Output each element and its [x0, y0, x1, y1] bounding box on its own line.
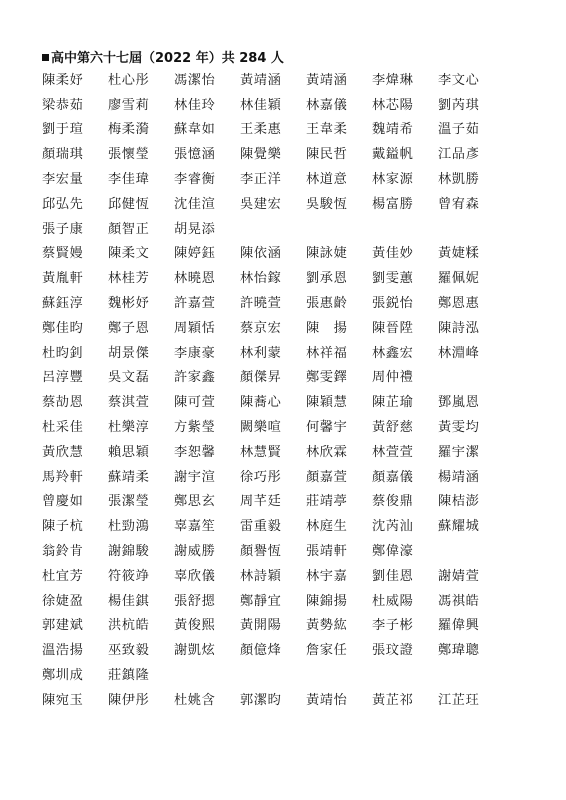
student-name: 鄧嵐恩 [438, 395, 480, 411]
student-name: 鄭子恩 [108, 320, 150, 336]
student-name: 謝凱炫 [174, 643, 216, 659]
student-name: 張鋭怡 [372, 296, 414, 312]
student-name: 蔡賢嫚 [42, 246, 84, 262]
name-row [42, 364, 562, 389]
student-name: 黃胤軒 [42, 271, 84, 287]
name-row [42, 612, 562, 637]
student-name: 李子彬 [372, 618, 414, 634]
student-name: 莊鎮隆 [108, 668, 150, 684]
student-name: 陳芷瑜 [372, 395, 414, 411]
student-name: 楊靖涵 [438, 469, 480, 485]
student-name: 吳駿恆 [306, 196, 348, 212]
student-name: 蔡俊鼎 [372, 494, 414, 510]
student-name: 林鑫宏 [372, 345, 414, 361]
student-name: 胡景傑 [108, 345, 150, 361]
name-group [42, 240, 562, 389]
student-name: 鄭偉濠 [372, 544, 414, 560]
name-row [42, 339, 562, 364]
student-name: 林道意 [306, 172, 348, 188]
student-name: 黃欣慧 [42, 444, 84, 460]
name-row [42, 190, 562, 215]
student-name: 張玟證 [372, 643, 414, 659]
student-name: 魏彬妤 [108, 296, 150, 312]
student-name: 洪杭皓 [108, 618, 150, 634]
student-name: 陳子杭 [42, 519, 84, 535]
student-name: 辜欣儀 [174, 568, 216, 584]
student-name: 楊富勝 [372, 196, 414, 212]
student-name: 鄭靜宜 [240, 593, 282, 609]
student-name: 陳可萱 [174, 395, 216, 411]
name-row [42, 264, 562, 289]
student-name: 林佳穎 [240, 97, 282, 113]
name-group [42, 562, 562, 686]
student-name: 劉雯蕙 [372, 271, 414, 287]
heading-text: 高中第六十七屆（2022 年）共 284 人 [51, 51, 284, 66]
student-name: 杜姚含 [174, 692, 216, 708]
student-name: 巫致毅 [108, 643, 150, 659]
student-name: 鄭圳成 [42, 668, 84, 684]
student-name: 沈佳渲 [174, 196, 216, 212]
name-row [42, 215, 562, 240]
student-name: 陳詠婕 [306, 246, 348, 262]
student-name: 江芷玨 [438, 692, 480, 708]
student-name: 張潔瑩 [108, 494, 150, 510]
student-name: 黃舒慈 [372, 420, 414, 436]
student-name: 賴思穎 [108, 444, 150, 460]
student-name: 黃開陽 [240, 618, 282, 634]
student-name: 林萱萱 [372, 444, 414, 460]
student-name: 馮祺皓 [438, 593, 480, 609]
square-bullet-icon [42, 54, 49, 61]
student-name: 楊佳錤 [108, 593, 150, 609]
student-name: 杜樂淳 [108, 420, 150, 436]
name-row [42, 140, 562, 165]
student-name: 梅柔漪 [108, 122, 150, 138]
student-name: 李宏量 [42, 172, 84, 188]
name-row [42, 488, 562, 513]
student-name: 林慧賢 [240, 444, 282, 460]
student-name: 李恕馨 [174, 444, 216, 460]
student-name: 林淵峰 [438, 345, 480, 361]
student-name: 黃婕糅 [438, 246, 480, 262]
name-row [42, 314, 562, 339]
student-name: 王韋柔 [306, 122, 348, 138]
student-name: 張憶涵 [174, 147, 216, 163]
student-name: 陳晉陞 [372, 320, 414, 336]
student-name: 沈芮汕 [372, 519, 414, 535]
student-name: 黃佳妙 [372, 246, 414, 262]
student-name: 李正洋 [240, 172, 282, 188]
name-row [42, 413, 562, 438]
student-name: 周穎恬 [174, 320, 216, 336]
student-name: 徐婕盈 [42, 593, 84, 609]
student-name: 蘇耀城 [438, 519, 480, 535]
name-row [42, 91, 562, 116]
name-group [42, 388, 562, 562]
student-name: 顏嘉儀 [372, 469, 414, 485]
student-name: 鄭思玄 [174, 494, 216, 510]
student-name: 鄭瑋聰 [438, 643, 480, 659]
student-name: 林嘉儀 [306, 97, 348, 113]
student-name: 溫子茹 [438, 122, 480, 138]
student-name: 張靖軒 [306, 544, 348, 560]
name-row [42, 240, 562, 265]
student-name: 劉于瑄 [42, 122, 84, 138]
student-name: 呂淳豐 [42, 370, 84, 386]
student-name: 廖雪莉 [108, 97, 150, 113]
student-name: 張懷瑩 [108, 147, 150, 163]
student-name: 陳依涵 [240, 246, 282, 262]
student-name: 許曉萱 [240, 296, 282, 312]
student-name: 謝威勝 [174, 544, 216, 560]
student-name: 郭建斌 [42, 618, 84, 634]
student-name: 羅宇潔 [438, 444, 480, 460]
student-name: 許家鑫 [174, 370, 216, 386]
name-list [42, 66, 562, 711]
student-name: 林家源 [372, 172, 414, 188]
student-name: 林桂芳 [108, 271, 150, 287]
student-name: 吳建宏 [240, 196, 282, 212]
student-name: 羅佩妮 [438, 271, 480, 287]
name-row [42, 165, 562, 190]
student-name: 蔡劼恩 [42, 395, 84, 411]
student-name: 李佳瑋 [108, 172, 150, 188]
student-name: 陳民哲 [306, 147, 348, 163]
student-name: 張子康 [42, 221, 84, 237]
student-name: 王柔惠 [240, 122, 282, 138]
student-name: 杜宜芳 [42, 568, 84, 584]
student-name: 林芯陽 [372, 97, 414, 113]
student-name: 林祥福 [306, 345, 348, 361]
student-name: 胡晃添 [174, 221, 216, 237]
name-row [42, 438, 562, 463]
name-row [42, 587, 562, 612]
student-name: 林欣霖 [306, 444, 348, 460]
student-name: 羅偉興 [438, 618, 480, 634]
name-row [42, 66, 562, 91]
student-name: 陳錦揚 [306, 593, 348, 609]
name-row [42, 388, 562, 413]
section-heading [42, 47, 284, 66]
student-name: 劉芮琪 [438, 97, 480, 113]
student-name: 黃靖涵 [240, 72, 282, 88]
student-name: 曾慶如 [42, 494, 84, 510]
student-name: 李煒琳 [372, 72, 414, 88]
student-name: 周芊廷 [240, 494, 282, 510]
student-name: 魏靖希 [372, 122, 414, 138]
name-row [42, 116, 562, 141]
student-name: 林利蒙 [240, 345, 282, 361]
student-name: 鄭恩惠 [438, 296, 480, 312]
student-name: 吳文磊 [108, 370, 150, 386]
student-name: 陳覺樂 [240, 147, 282, 163]
name-row [42, 512, 562, 537]
student-name: 曾宥森 [438, 196, 480, 212]
student-name: 何馨宇 [306, 420, 348, 436]
student-name: 黃靖涵 [306, 72, 348, 88]
student-name: 張舒摁 [174, 593, 216, 609]
student-name: 陳蕎心 [240, 395, 282, 411]
student-name: 黃芷祁 [372, 692, 414, 708]
student-name: 林宇嘉 [306, 568, 348, 584]
student-name: 陳柔文 [108, 246, 150, 262]
name-group [42, 66, 562, 240]
student-name: 陳伊彤 [108, 692, 150, 708]
student-name: 謝錦駿 [108, 544, 150, 560]
name-row [42, 537, 562, 562]
student-name: 蘇鈺淳 [42, 296, 84, 312]
student-name: 杜采佳 [42, 420, 84, 436]
student-name: 顏譽恆 [240, 544, 282, 560]
student-name: 陳桔澎 [438, 494, 480, 510]
student-name: 杜心彤 [108, 72, 150, 88]
student-name: 顏智正 [108, 221, 150, 237]
student-name: 張惠齡 [306, 296, 348, 312]
student-name: 黃靖怡 [306, 692, 348, 708]
student-name: 林詩穎 [240, 568, 282, 584]
student-name: 鄭佳昀 [42, 320, 84, 336]
student-name: 李文心 [438, 72, 480, 88]
student-name: 黃雯均 [438, 420, 480, 436]
student-name: 陳宛玉 [42, 692, 84, 708]
student-name: 李睿衡 [174, 172, 216, 188]
student-name: 蔡淇萱 [108, 395, 150, 411]
student-name: 謝婧萱 [438, 568, 480, 584]
student-name: 莊靖葶 [306, 494, 348, 510]
student-name: 陳穎慧 [306, 395, 348, 411]
student-name: 蔡京宏 [240, 320, 282, 336]
name-row [42, 562, 562, 587]
student-name: 顏傑昇 [240, 370, 282, 386]
student-name: 劉承恩 [306, 271, 348, 287]
student-name: 謝宇渲 [174, 469, 216, 485]
student-name: 劉佳恩 [372, 568, 414, 584]
student-name: 林凱勝 [438, 172, 480, 188]
student-name: 鄭雯鐸 [306, 370, 348, 386]
student-name: 戴鎰帆 [372, 147, 414, 163]
name-row [42, 661, 562, 686]
student-name: 杜威陽 [372, 593, 414, 609]
student-name: 方紫瑩 [174, 420, 216, 436]
student-name: 陳婷鈺 [174, 246, 216, 262]
student-name: 顏億烽 [240, 643, 282, 659]
student-name: 顏瑞琪 [42, 147, 84, 163]
student-name: 符筱竫 [108, 568, 150, 584]
student-name: 辜嘉笙 [174, 519, 216, 535]
student-name: 蘇靖柔 [108, 469, 150, 485]
student-name: 詹家任 [306, 643, 348, 659]
name-group [42, 686, 562, 711]
student-name: 郭潔昀 [240, 692, 282, 708]
student-name: 杜昀釗 [42, 345, 84, 361]
name-row [42, 463, 562, 488]
student-name: 邱健恆 [108, 196, 150, 212]
student-name: 陳詩泓 [438, 320, 480, 336]
student-name: 闕樂喧 [240, 420, 282, 436]
student-name: 李康豪 [174, 345, 216, 361]
student-name: 陳 揚 [306, 320, 348, 336]
student-name: 翁鈴肯 [42, 544, 84, 560]
name-row [42, 289, 562, 314]
student-name: 杜勁鴻 [108, 519, 150, 535]
student-name: 馬羚軒 [42, 469, 84, 485]
student-name: 邱弘先 [42, 196, 84, 212]
student-name: 雷重毅 [240, 519, 282, 535]
student-name: 許嘉萱 [174, 296, 216, 312]
student-name: 徐巧彤 [240, 469, 282, 485]
student-name: 溫浩揚 [42, 643, 84, 659]
student-name: 黃俊熙 [174, 618, 216, 634]
student-name: 梁恭茹 [42, 97, 84, 113]
student-name: 蘇韋如 [174, 122, 216, 138]
name-row [42, 686, 562, 711]
student-name: 林怡鎵 [240, 271, 282, 287]
student-name: 林佳玲 [174, 97, 216, 113]
name-row [42, 636, 562, 661]
student-name: 黃勢紘 [306, 618, 348, 634]
student-name: 顏嘉萱 [306, 469, 348, 485]
student-name: 周仲禮 [372, 370, 414, 386]
student-name: 陳柔妤 [42, 72, 84, 88]
student-name: 江品彥 [438, 147, 480, 163]
student-name: 林曉恩 [174, 271, 216, 287]
student-name: 林庭生 [306, 519, 348, 535]
student-name: 馮潔怡 [174, 72, 216, 88]
